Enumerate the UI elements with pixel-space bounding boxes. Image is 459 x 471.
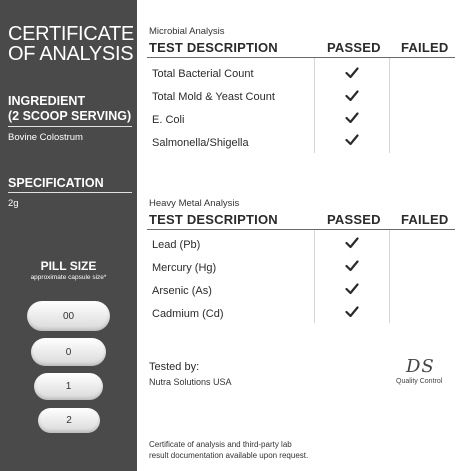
ingredient-value: Bovine Colostrum [8,132,83,143]
heavy-metal-column-divider [314,230,315,323]
microbial-header-passed: PASSED [327,40,381,55]
ingredient-divider [8,126,132,127]
checkmark-icon [345,237,359,249]
microbial-caption: Microbial Analysis [149,26,225,37]
checkmark-icon [345,112,359,124]
microbial-header-description: TEST DESCRIPTION [149,40,278,55]
pill-size-1: 1 [34,373,103,400]
heavy-metal-header-failed: FAILED [401,212,449,227]
checkmark-icon [345,260,359,272]
tested-by-label: Tested by: [149,361,200,373]
microbial-row-label: E. Coli [152,114,185,126]
microbial-header-rule [147,57,455,58]
checkmark-icon [345,134,359,146]
microbial-column-divider [314,58,315,153]
heavy-metal-header-rule [147,229,455,230]
specification-divider [8,192,132,193]
sidebar [0,0,137,471]
heavy-metal-column-divider [389,230,390,323]
heavy-metal-row-label: Arsenic (As) [152,285,212,297]
pill-size-2: 2 [38,408,100,433]
microbial-header-failed: FAILED [401,40,449,55]
ingredient-label: INGREDIENT (2 SCOOP SERVING) [8,94,132,123]
certificate-title: CERTIFICATE OF ANALYSIS [8,23,134,65]
heavy-metal-header-description: TEST DESCRIPTION [149,212,278,227]
heavy-metal-header-passed: PASSED [327,212,381,227]
microbial-row-label: Total Bacterial Count [152,68,254,80]
pill-size-title: PILL SIZE [40,259,97,273]
quality-control-label: Quality Control [396,378,443,385]
specification-value: 2g [8,198,19,209]
checkmark-icon [345,67,359,79]
checkmark-icon [345,283,359,295]
microbial-row-label: Total Mold & Yeast Count [152,91,275,103]
signature: DS [406,356,435,377]
pill-size-subtitle: approximate capsule size* [30,274,107,281]
specification-label: SPECIFICATION [8,176,104,190]
pill-size-0: 0 [31,338,106,366]
heavy-metal-row-label: Lead (Pb) [152,239,201,251]
heavy-metal-row-label: Cadmium (Cd) [152,308,224,320]
checkmark-icon [345,306,359,318]
microbial-row-label: Salmonella/Shigella [152,137,249,149]
tested-by-value: Nutra Solutions USA [149,377,232,387]
pill-size-00: 00 [27,301,110,331]
microbial-column-divider [389,58,390,153]
heavy-metal-caption: Heavy Metal Analysis [149,198,240,209]
checkmark-icon [345,90,359,102]
footnote: Certificate of analysis and third-party lab result documentation available upon request. [149,440,309,460]
heavy-metal-row-label: Mercury (Hg) [152,262,217,274]
